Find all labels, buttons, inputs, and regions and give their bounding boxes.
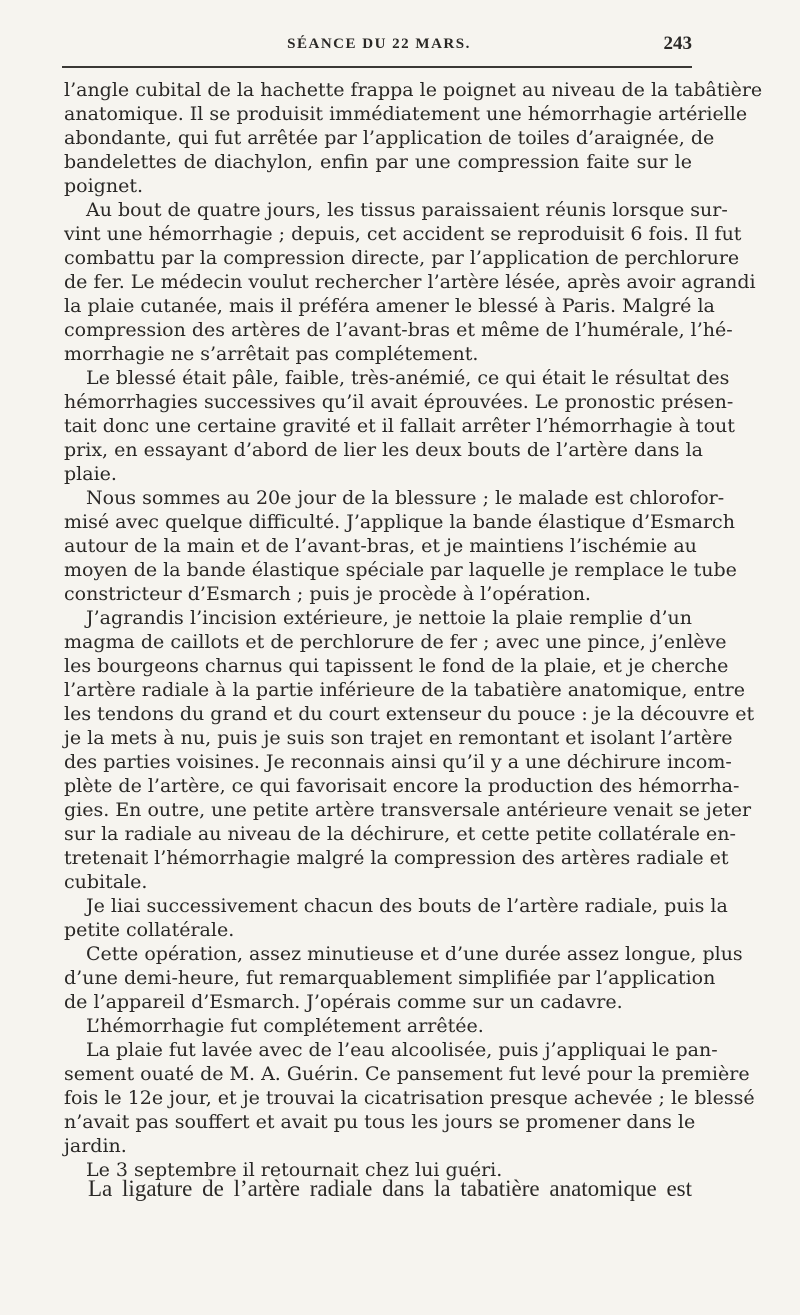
text-line: Au bout de quatre jours, les tissus paraissaient réunis lorsque sur- [86, 199, 728, 221]
text-line: moyen de la bande élastique spéciale par laquelle je remplace le tube [64, 559, 737, 581]
text-line: autour de la main et de l’avant-bras, et je maintiens l’ischémie au [64, 535, 697, 557]
text-line: plète de l’artère, ce qui favorisait encore la production des hémorrha- [64, 775, 740, 797]
text-line: les tendons du grand et du court extenseur du pouce : je la découvre et [64, 703, 755, 725]
text-line: les bourgeons charnus qui tapissent le fond de la plaie, et je cherche [64, 655, 729, 677]
text-line: La plaie fut lavée avec de l’eau alcoolisée, puis j’appliquai le pan- [86, 1039, 718, 1061]
running-head-title: SÉANCE DU 22 MARS. [287, 36, 471, 52]
text-line: vint une hémorrhagie ; depuis, cet accident se reproduisit 6 fois. Il fut [64, 223, 742, 245]
text-line: prix, en essayant d’abord de lier les deux bouts de l’artère dans la [64, 439, 703, 461]
header-rule [62, 66, 692, 68]
text-line: misé avec quelque difficulté. J’applique la bande élastique d’Esmarch [64, 511, 735, 533]
text-line: de l’appareil d’Esmarch. J’opérais comme sur un cadavre. [64, 991, 623, 1013]
text-line: je la mets à nu, puis je suis son trajet en remontant et isolant l’artère [64, 727, 733, 749]
text-line: Le 3 septembre il retournait chez lui guéri. [86, 1159, 503, 1181]
text-line: cubitale. [64, 871, 148, 893]
text-line: constricteur d’Esmarch ; puis je procède à l’opération. [64, 583, 591, 605]
text-line: jardin. [64, 1135, 127, 1157]
text-line: Le blessé était pâle, faible, très-anémié, ce qui était le résultat des [86, 367, 730, 389]
text-line: l’angle cubital de la hachette frappa le poignet au niveau de la tabâtière [64, 79, 763, 101]
running-head [66, 33, 692, 57]
text-line: magma de caillots et de perchlorure de fer ; avec une pince, j’enlève [64, 631, 727, 653]
text-line: des parties voisines. Je reconnais ainsi qu’il y a une déchirure incom- [64, 751, 732, 773]
text-line: tait donc une certaine gravité et il fallait arrêter l’hémorrhagie à tout [64, 415, 735, 437]
text-line: anatomique. Il se produisit immédiatement une hémorrhagie artérielle [64, 103, 748, 125]
section-heading-line: La ligature de l’artère radiale dans la tabatière anatomique est [88, 1176, 692, 1201]
text-line: Je liai successivement chacun des bouts de l’artère radiale, puis la [86, 895, 728, 917]
body-text [64, 78, 763, 1182]
text-line: hémorrhagies successives qu’il avait éprouvées. Le pronostic présen- [64, 391, 734, 413]
page-number: 243 [663, 33, 692, 54]
text-line: abondante, qui fut arrêtée par l’application de toiles d’araignée, de [64, 127, 715, 149]
text-line: gies. En outre, une petite artère transversale antérieure venait se jeter [64, 799, 752, 821]
text-line: d’une demi-heure, fut remarquablement simplifiée par l’application [64, 967, 716, 989]
text-line: L’hémorrhagie fut complétement arrêtée. [86, 1015, 484, 1037]
text-line: plaie. [64, 463, 117, 485]
text-line: Cette opération, assez minutieuse et d’une durée assez longue, plus [86, 943, 743, 965]
text-line: compression des artères de l’avant-bras et même de l’humérale, l’hé- [64, 319, 733, 341]
text-line: n’avait pas souffert et avait pu tous les jours se promener dans le [64, 1111, 696, 1133]
text-line: Nous sommes au 20e jour de la blessure ; le malade est chlorofor- [86, 487, 725, 509]
text-line: de fer. Le médecin voulut rechercher l’artère lésée, après avoir agrandi [64, 271, 756, 293]
text-line: la plaie cutanée, mais il préféra amener le blessé à Paris. Malgré la [64, 295, 715, 317]
text-line: l’artère radiale à la partie inférieure de la tabatière anatomique, entre [64, 679, 745, 701]
text-line: fois le 12e jour, et je trouvai la cicatrisation presque achevée ; le blessé [64, 1087, 755, 1109]
text-line: poignet. [64, 175, 143, 197]
text-line: sur la radiale au niveau de la déchirure, et cette petite collatérale en- [64, 823, 736, 845]
text-line: morrhagie ne s’arrêtait pas complétement. [64, 343, 479, 365]
text-line: J’agrandis l’incision extérieure, je nettoie la plaie remplie d’un [86, 607, 692, 629]
text-line: sement ouaté de M. A. Guérin. Ce pansement fut levé pour la première [64, 1063, 750, 1085]
text-line: bandelettes de diachylon, enfin par une compression faite sur le [64, 151, 692, 173]
text-line: tretenait l’hémorrhagie malgré la compression des artères radiale et [64, 847, 729, 869]
text-line: combattu par la compression directe, par l’application de perchlorure [64, 247, 740, 269]
text-line: petite collatérale. [64, 919, 235, 941]
